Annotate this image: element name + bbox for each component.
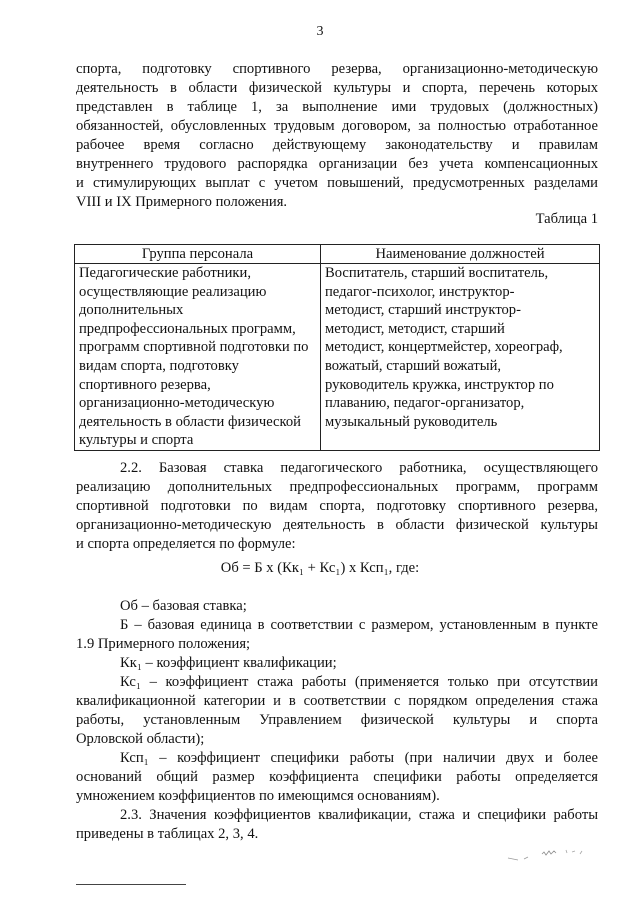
cell-line: осуществляющие реализацию [79, 283, 267, 300]
section-2-2-line: и спорта определяется по формуле: [76, 536, 296, 552]
intro-line: представлен в таблице 1, за выполнение ими трудовых (должностных) [76, 99, 598, 115]
cell-line: педагог-психолог, инструктор- [325, 283, 515, 300]
cell-line: предпрофессиональных программ, [79, 320, 296, 337]
cell-line: методист, концертмейстер, хореограф, [325, 339, 563, 356]
staff-table [74, 244, 600, 451]
definition-line: оснований общий размер коэффициента специфики работы определяется [76, 769, 598, 785]
formula: Об = Б х (Кк₁ + Кс₁) х Ксп₁, где: [220, 560, 420, 576]
intro-line: внутреннего трудового распорядка организации без учета компенсационных [76, 156, 598, 172]
section-2-3-line: 2.3. Значения коэффициентов квалификации, стажа и специфики работы [120, 807, 598, 823]
intro-line: VIII и IX Примерного положения. [76, 194, 288, 210]
intro-line: спорта, подготовку спортивного резерва, организационно-методическую [76, 61, 598, 77]
definition-line: квалификационной категории и в соответствии с порядком определения стажа [76, 693, 598, 709]
table-caption: Таблица 1 [535, 211, 598, 227]
table-cell-group [75, 264, 321, 451]
cell-line: вожатый, старший вожатый, [325, 357, 502, 374]
table-header-group: Группа персонала [75, 245, 321, 264]
section-2-2-line: спортивной подготовки по видам спорта, подготовку спортивного резерва, [76, 498, 598, 514]
cell-line: плаванию, педагог-организатор, [325, 395, 525, 412]
cell-line: программ спортивной подготовки по [79, 339, 309, 356]
page-number: 3 [316, 24, 324, 39]
cell-line: руководитель кружка, инструктор по [325, 376, 554, 393]
cell-line: Воспитатель, старший воспитатель, [325, 265, 549, 281]
section-2-3-line: приведены в таблицах 2, 3, 4. [76, 826, 259, 842]
intro-line: обязанностей, обусловленных трудовым договором, за полностью отработанное [76, 118, 598, 134]
cell-line: дополнительных [79, 302, 184, 319]
intro-line: и стимулирующих выплат с учетом повышений, предусмотренных разделами [76, 175, 598, 191]
section-2-2-line: 2.2. Базовая ставка педагогического работника, осуществляющего [120, 460, 598, 476]
table-row [75, 264, 600, 451]
table-header-positions: Наименование должностей [321, 245, 600, 264]
section-2-2-line: реализацию дополнительных предпрофессиональных программ, программ [76, 479, 598, 495]
definition-line: Кс₁ – коэффициент стажа работы (применяется только при отсутствии [120, 674, 598, 690]
table-cell-positions [321, 264, 600, 451]
definition-line: Об – базовая ставка; [120, 598, 247, 614]
faint-marks [506, 838, 602, 866]
cell-line: Педагогические работники, [79, 265, 251, 281]
cell-line: методист, старший инструктор- [325, 302, 521, 319]
intro-line: деятельность в области физической культуры и спорта, перечень которых [76, 80, 598, 96]
definition-line: умножением коэффициентов по имеющимся основаниям). [76, 788, 440, 804]
definition-line: 1.9 Примерного положения; [76, 636, 251, 652]
cell-line: спортивного резерва, [79, 376, 211, 393]
footnote-separator [76, 884, 186, 885]
cell-line: видам спорта, подготовку [79, 357, 239, 374]
cell-line: методист, методист, старший [325, 320, 505, 337]
definition-line: Орловской области); [76, 731, 205, 747]
definition-line: Ксп₁ – коэффициент специфики работы (при наличии двух и более [120, 750, 598, 766]
cell-line: культуры и спорта [79, 432, 194, 449]
intro-line: рабочее время согласно действующему законодательству и правилам [76, 137, 598, 153]
definition-line: Кк₁ – коэффициент квалификации; [120, 655, 337, 671]
definition-line: работы, установленным Управлением физической культуры и спорта [76, 712, 598, 728]
definition-line: Б – базовая единица в соответствии с размером, установленным в пункте [120, 617, 598, 633]
section-2-2-line: организационно-методическую деятельность в области физической культуры [76, 517, 598, 533]
cell-line: музыкальный руководитель [325, 413, 498, 430]
cell-line: деятельность в области физической [79, 413, 301, 430]
table-header-row [75, 245, 600, 264]
cell-line: организационно-методическую [79, 395, 275, 412]
